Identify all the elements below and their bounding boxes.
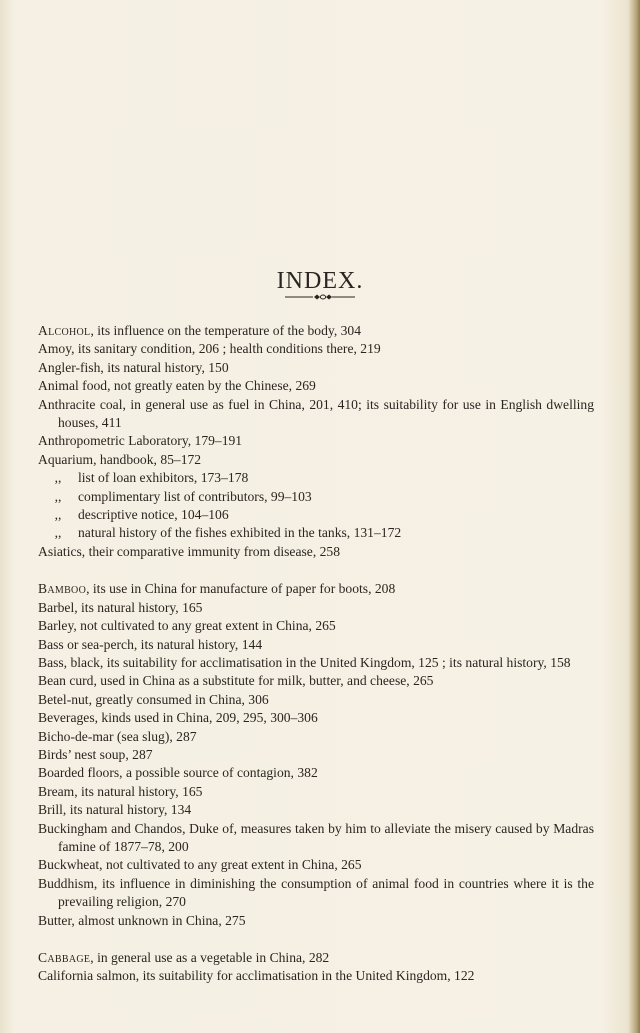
entry-text: descriptive notice, 104–106	[78, 507, 229, 523]
entry-text: Bream, its natural history, 165	[38, 783, 203, 799]
index-entry	[38, 396, 594, 433]
entry-text: list of loan exhibitors, 173–178	[78, 470, 249, 486]
entry-text: , its influence on the temperature of the body, 304	[90, 323, 362, 338]
index-entry	[38, 764, 594, 782]
index-entry	[38, 783, 594, 801]
index-entry	[38, 746, 594, 764]
index-entry	[38, 469, 594, 487]
index-entry	[38, 543, 594, 561]
index-entry	[38, 672, 594, 690]
index-entry	[38, 359, 594, 377]
entry-text: Buckwheat, not cultivated to any great extent in China, 265	[38, 857, 362, 873]
index-entry	[38, 432, 594, 450]
index-entry	[38, 599, 594, 617]
entry-text: Bean curd, used in China as a substitute for milk, butter, and cheese, 265	[38, 673, 434, 689]
group-spacer	[38, 930, 594, 949]
entry-text: complimentary list of contributors, 99–103	[78, 488, 312, 504]
entry-text: Anthropometric Laboratory, 179–191	[38, 433, 243, 449]
index-entry	[38, 636, 594, 654]
entry-text: Amoy, its sanitary condition, 206 ; health conditions there, 219	[38, 341, 381, 357]
index-entry	[38, 322, 594, 340]
index-entry	[38, 377, 594, 395]
index-entry	[38, 506, 594, 524]
index-entry	[38, 709, 594, 727]
index-entry	[38, 691, 594, 709]
entry-text: Buckingham and Chandos, Duke of, measures taken by him to alleviate the misery caused by Madras famine of 1877–78, 200	[38, 820, 594, 854]
index-entry	[38, 912, 594, 930]
index-entry	[38, 617, 594, 635]
index-entry	[38, 524, 594, 542]
entry-text: Brill, its natural history, 134	[38, 802, 192, 818]
index-entry	[38, 801, 594, 819]
index-entry	[38, 580, 594, 598]
entry-text: Betel-nut, greatly consumed in China, 306	[38, 691, 269, 707]
index-entry	[38, 488, 594, 506]
index-entry	[38, 967, 594, 985]
entry-text: Angler-fish, its natural history, 150	[38, 359, 229, 375]
entry-headword: Alcohol	[38, 323, 91, 338]
index-entry	[38, 451, 594, 469]
index-entry	[38, 856, 594, 874]
entry-text: Barbel, its natural history, 165	[38, 599, 203, 615]
entry-text: Aquarium, handbook, 85–172	[38, 451, 202, 467]
index-entry	[38, 949, 594, 967]
index-entry	[38, 728, 594, 746]
ditto-mark: ,,	[54, 525, 62, 541]
entry-headword: Bamboo	[38, 581, 87, 597]
index-entries	[38, 322, 594, 986]
index-entry	[38, 340, 594, 358]
index-entry	[38, 820, 594, 857]
entry-text: , its use in China for manufacture of paper for boots, 208	[86, 581, 396, 597]
entry-text: , in general use as a vegetable in China, 282	[90, 950, 330, 965]
entry-text: California salmon, its suitability for acclimatisation in the United Kingdom, 122	[38, 968, 475, 984]
entry-text: Birds’ nest soup, 287	[38, 746, 153, 762]
entry-text: natural history of the fishes exhibited in the tanks, 131–172	[78, 525, 402, 541]
page-title: INDEX.	[276, 268, 364, 295]
entry-text: Bass or sea-perch, its natural history, 144	[38, 636, 263, 652]
ditto-mark: ,,	[54, 488, 62, 504]
entry-text: Beverages, kinds used in China, 209, 295, 300–306	[38, 710, 318, 726]
group-spacer	[38, 561, 594, 580]
entry-text: Bass, black, its suitability for acclimatisation in the United Kingdom, 125 ; its natural history, 158	[38, 654, 571, 670]
entry-text: Asiatics, their comparative immunity from disease, 258	[38, 543, 341, 559]
entry-text: Bicho-de-mar (sea slug), 287	[38, 728, 197, 744]
entry-text: Boarded floors, a possible source of contagion, 382	[38, 765, 318, 781]
entry-text: Buddhism, its influence in diminishing the consumption of animal food in countries where it is the prevailing religion, 270	[38, 875, 594, 910]
index-entry	[38, 875, 594, 912]
entry-text: Butter, almost unknown in China, 275	[38, 912, 246, 928]
entry-text: Animal food, not greatly eaten by the Chinese, 269	[38, 378, 316, 394]
ditto-mark: ,,	[54, 470, 62, 486]
ditto-mark: ,,	[54, 507, 62, 523]
entry-text: Barley, not cultivated to any great extent in China, 265	[38, 618, 336, 634]
entry-text: Anthracite coal, in general use as fuel in China, 201, 410; its suitability for use in English dwelling houses, 411	[38, 396, 594, 431]
entry-headword: Cabbage	[38, 950, 91, 965]
index-entry	[38, 654, 594, 672]
fleuron-rule-icon	[285, 293, 355, 301]
